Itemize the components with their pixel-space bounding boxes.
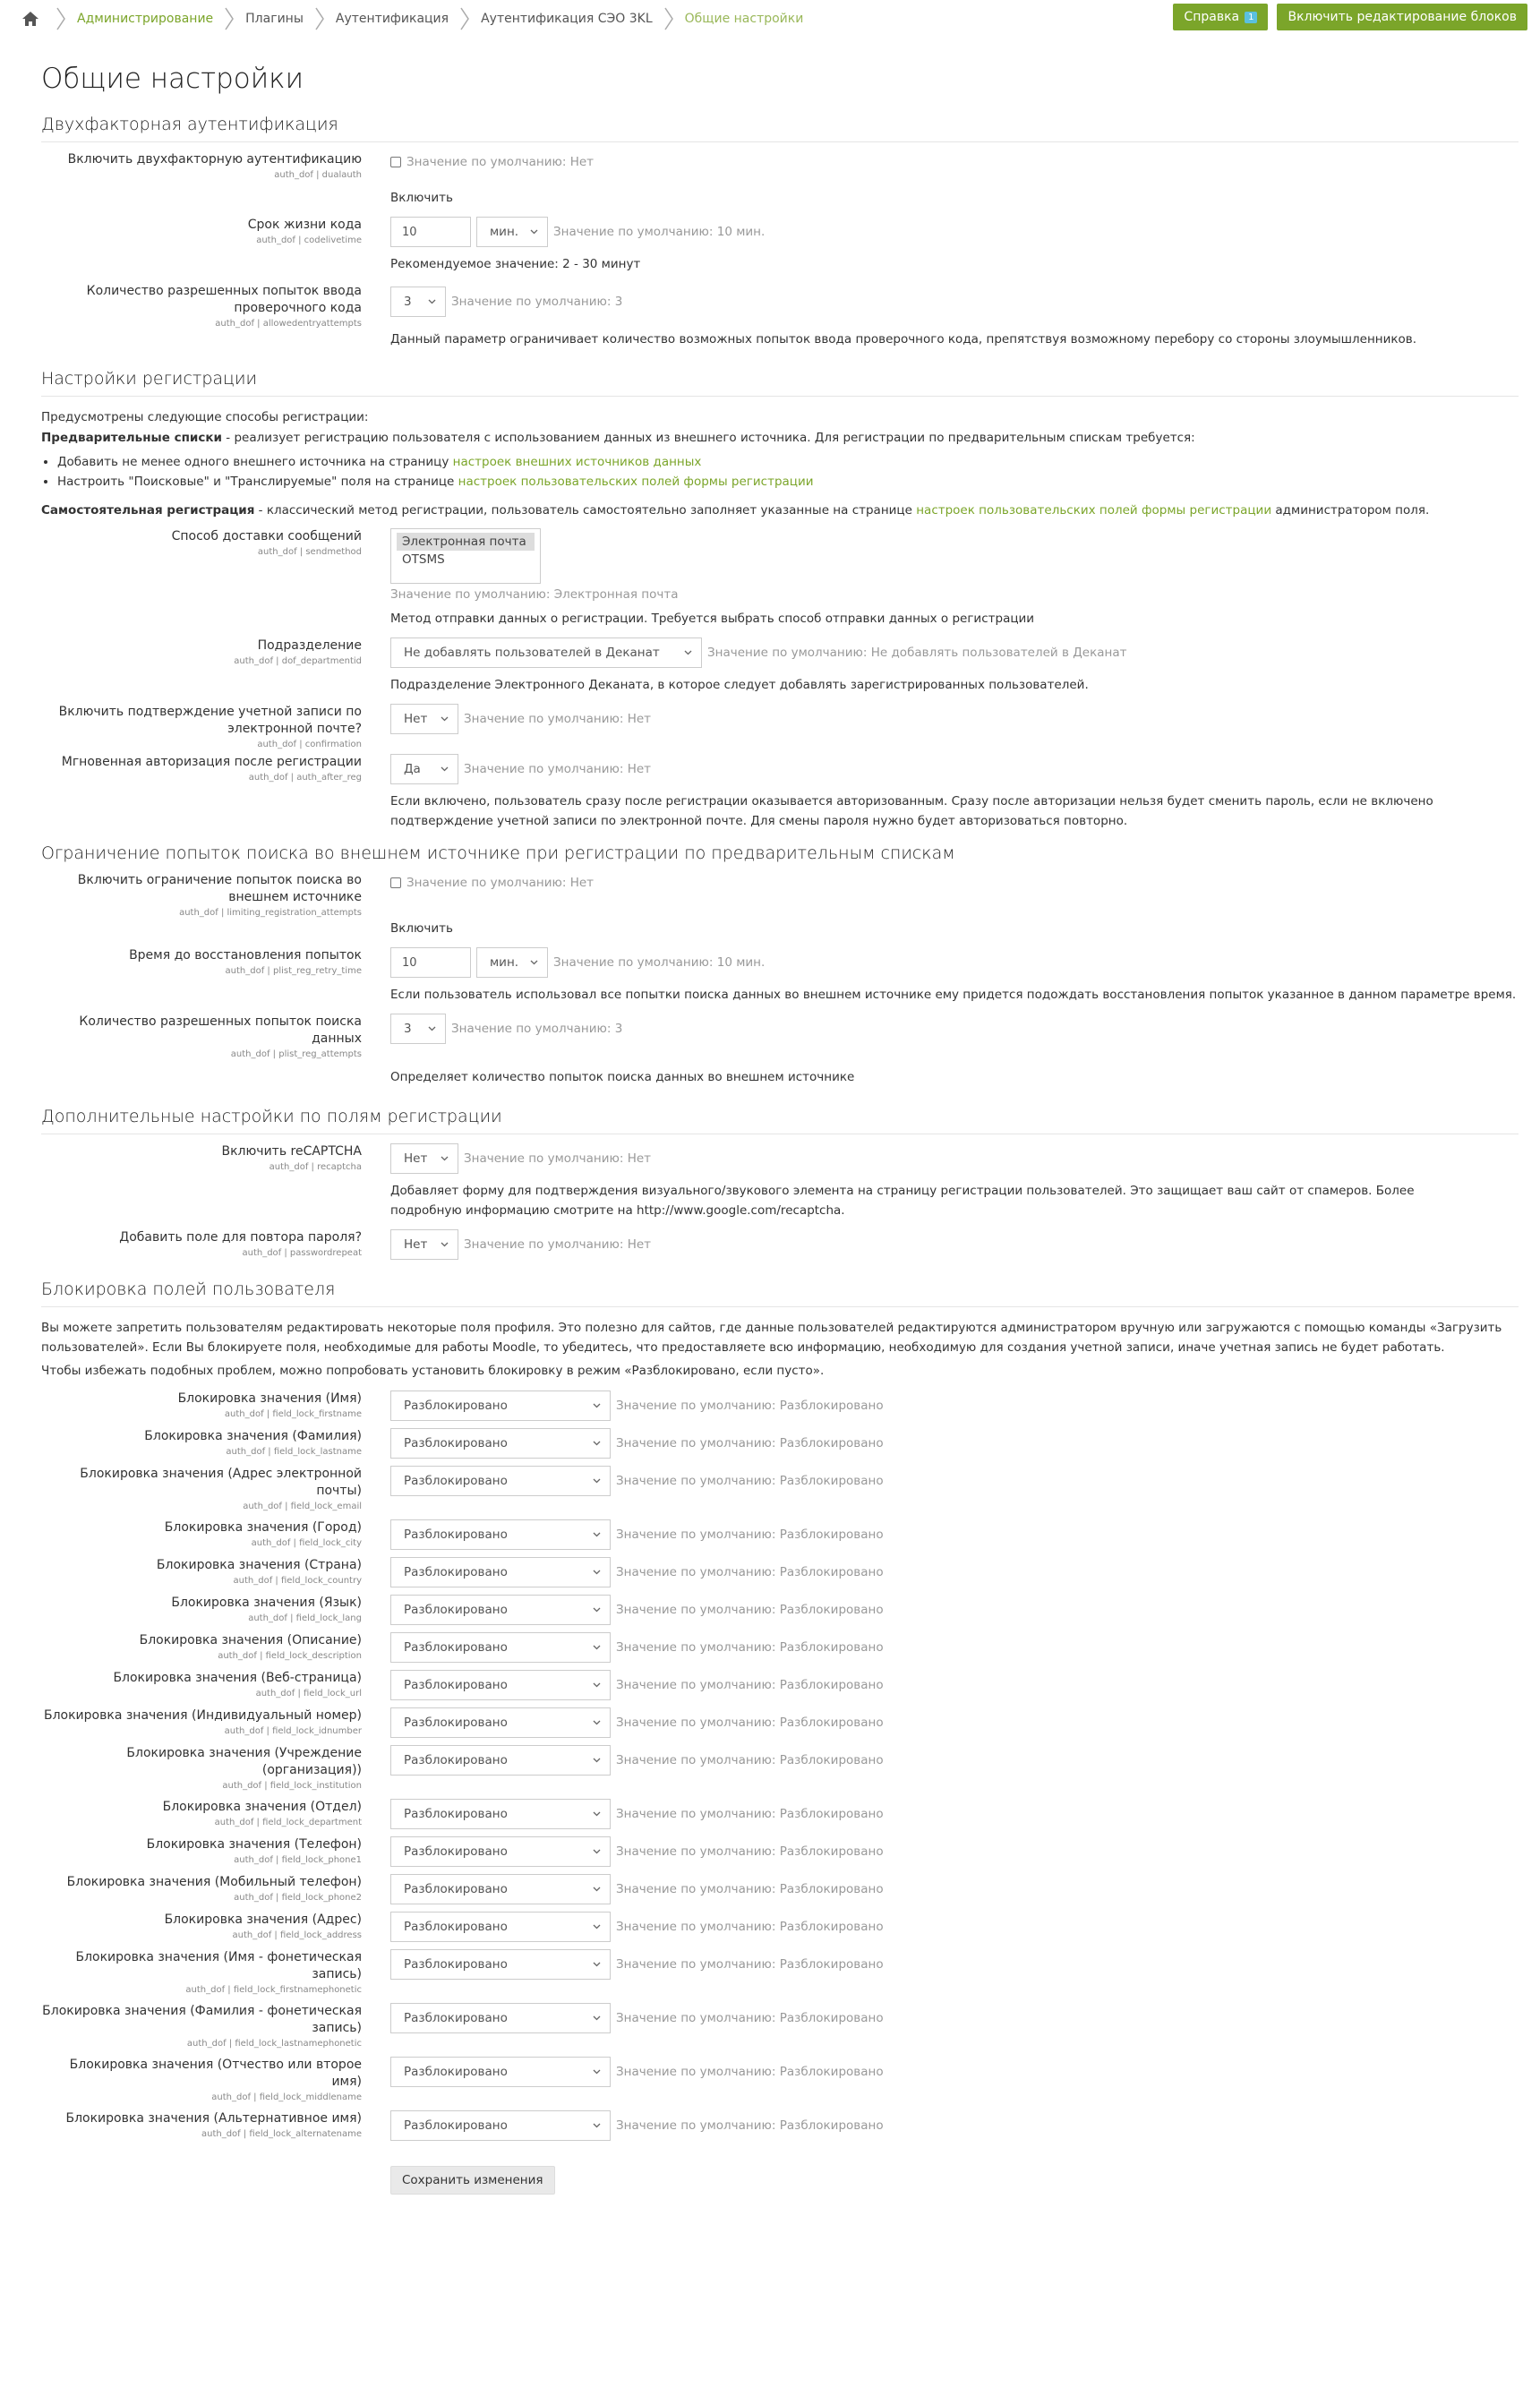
- limiting-checkbox[interactable]: [390, 877, 401, 888]
- codelivetime-input[interactable]: 10: [390, 217, 471, 247]
- default-value: Значение по умолчанию: 3: [451, 295, 623, 309]
- setting-retry-time: [41, 947, 1519, 978]
- chevron-down-icon: [593, 1568, 601, 1576]
- chevron-down-icon: [593, 1643, 601, 1651]
- setting-field-lock: [41, 1912, 1519, 1942]
- allowedentryattempts-select[interactable]: [390, 287, 446, 317]
- select-value: Нет: [404, 712, 428, 726]
- chevron-down-icon: [441, 715, 449, 723]
- main-content: [41, 63, 1519, 2195]
- self-registration-text: [41, 501, 1519, 521]
- chevron-down-icon: [593, 1960, 601, 1968]
- sendmethod-option[interactable]: OTSMS: [402, 552, 445, 567]
- custom-fields-link-2[interactable]: настроек пользовательских полей формы регистрации: [916, 503, 1272, 518]
- setting-description: Добавляет форму для подтверждения визуального/звукового элемента на страницу регистрации пользователей. Это защищает ваш сайт от спамеров. Более подробную информацию смотрите на http://www.google.com/recaptcha.: [390, 1184, 1415, 1218]
- setting-field-lock: [41, 1874, 1519, 1904]
- field-lock-select[interactable]: [390, 1745, 611, 1776]
- setting-key: auth_dof | field_lock_department: [214, 1818, 362, 1827]
- setting-reg-attempts: [41, 1014, 1519, 1060]
- setting-label: Блокировка значения (Веб-страница): [113, 1671, 362, 1685]
- setting-label: Блокировка значения (Учреждение (организация)): [126, 1746, 362, 1777]
- setting-description: Рекомендуемое значение: 2 - 30 минут: [390, 257, 641, 271]
- setting-recaptcha: [41, 1143, 1519, 1174]
- setting-key: auth_dof | field_lock_institution: [222, 1781, 362, 1791]
- field-lock-select[interactable]: [390, 1912, 611, 1942]
- chevron-down-icon: [593, 1847, 601, 1855]
- chevron-right-icon: [224, 7, 235, 30]
- section-heading: Двухфакторная аутентификация: [41, 115, 1519, 142]
- setting-field-lock: [41, 1595, 1519, 1625]
- field-lock-select[interactable]: [390, 1799, 611, 1829]
- select-value: мин.: [490, 225, 519, 239]
- default-value: Значение по умолчанию: Разблокировано: [616, 1527, 884, 1542]
- setting-key: auth_dof | allowedentryattempts: [215, 319, 362, 329]
- setting-department: [41, 638, 1519, 668]
- setting-field-lock: [41, 1557, 1519, 1587]
- setting-field-lock: [41, 1836, 1519, 1867]
- sendmethod-multiselect[interactable]: [390, 528, 541, 584]
- setting-field-lock: [41, 2057, 1519, 2103]
- setting-label: Включить двухфакторную аутентификацию: [67, 152, 362, 167]
- sendmethod-option[interactable]: Электронная почта: [397, 533, 535, 551]
- setting-label: Блокировка значения (Адрес электронной почты): [80, 1467, 362, 1498]
- setting-description: Данный параметр ограничивает количество возможных попыток ввода проверочного кода, препятствуя возможному перебору со стороны злоумышленников.: [390, 332, 1417, 347]
- field-lock-select[interactable]: [390, 1428, 611, 1459]
- select-value: Разблокировано: [404, 1844, 508, 1859]
- select-value: 3: [404, 295, 412, 309]
- select-value: Разблокировано: [404, 1436, 508, 1450]
- setting-sendmethod: [41, 528, 1519, 602]
- intro-text: Предусмотрены следующие способы регистрации:: [41, 410, 369, 424]
- setting-label: Блокировка значения (Описание): [139, 1633, 362, 1647]
- default-value: Значение по умолчанию: Разблокировано: [616, 1603, 884, 1617]
- default-value: Значение по умолчанию: Разблокировано: [616, 1753, 884, 1767]
- chevron-down-icon: [593, 1718, 601, 1726]
- setting-label: Блокировка значения (Город): [164, 1520, 362, 1535]
- setting-field-lock: [41, 1391, 1519, 1421]
- select-value: Разблокировано: [404, 2065, 508, 2079]
- setting-field-lock: [41, 1428, 1519, 1459]
- chevron-down-icon: [593, 1476, 601, 1485]
- setting-label: Включить подтверждение учетной записи по электронной почте?: [58, 705, 362, 736]
- chevron-down-icon: [593, 1401, 601, 1409]
- help-badge: 1: [1245, 12, 1257, 23]
- setting-description: Включить: [390, 921, 453, 936]
- setting-allowedentryattempts: [41, 283, 1519, 329]
- field-lock-select[interactable]: [390, 1707, 611, 1738]
- setting-field-lock: [41, 2003, 1519, 2049]
- section-heading: Блокировка полей пользователя: [41, 1279, 1519, 1307]
- setting-label: Блокировка значения (Альтернативное имя): [65, 2111, 362, 2126]
- setting-limiting-attempts: [41, 872, 1519, 919]
- setting-label: Блокировка значения (Язык): [171, 1596, 362, 1610]
- department-select[interactable]: [390, 638, 702, 668]
- setting-key: auth_dof | dualauth: [274, 170, 362, 180]
- default-value: Значение по умолчанию: Разблокировано: [616, 2118, 884, 2133]
- setting-dualauth: [41, 151, 1519, 181]
- registration-intro: [41, 407, 1519, 449]
- setting-key: auth_dof | field_lock_lastnamephonetic: [186, 2039, 362, 2049]
- setting-key: auth_dof | field_lock_address: [232, 1930, 362, 1940]
- select-value: Разблокировано: [404, 1920, 508, 1934]
- default-value: Значение по умолчанию: Разблокировано: [616, 2065, 884, 2079]
- field-lock-select[interactable]: [390, 2003, 611, 2033]
- default-value: Значение по умолчанию: Нет: [406, 876, 595, 890]
- chevron-down-icon: [593, 1922, 601, 1930]
- auth-after-reg-select[interactable]: [390, 754, 458, 784]
- section-heading: Ограничение попыток поиска во внешнем источнике при регистрации по предварительным спискам: [41, 843, 955, 863]
- chevron-down-icon: [684, 648, 692, 656]
- setting-field-lock: [41, 1949, 1519, 1996]
- passwordrepeat-select[interactable]: [390, 1229, 458, 1260]
- setting-field-lock: [41, 1799, 1519, 1829]
- dualauth-checkbox[interactable]: [390, 157, 401, 167]
- setting-key: auth_dof | limiting_registration_attempts: [179, 908, 362, 918]
- section-registration: [41, 369, 1519, 831]
- setting-label: Срок жизни кода: [247, 218, 362, 232]
- setting-description: Включить: [390, 191, 453, 205]
- select-value: Разблокировано: [404, 1807, 508, 1821]
- field-lock-select[interactable]: [390, 1949, 611, 1980]
- default-value: Значение по умолчанию: Разблокировано: [616, 1436, 884, 1450]
- setting-label: Время до восстановления попыток: [129, 948, 362, 963]
- setting-key: auth_dof | confirmation: [257, 740, 362, 749]
- default-value: Значение по умолчанию: 10 мин.: [553, 955, 766, 970]
- select-value: Разблокировано: [404, 1640, 508, 1655]
- field-lock-select[interactable]: [390, 1670, 611, 1700]
- retry-time-input[interactable]: 10: [390, 947, 471, 978]
- save-changes-button[interactable]: Сохранить изменения: [390, 2166, 555, 2195]
- setting-label: Блокировка значения (Имя - фонетическая запись): [75, 1950, 362, 1981]
- default-value: Значение по умолчанию: Разблокировано: [616, 1640, 884, 1655]
- setting-label: Блокировка значения (Страна): [156, 1558, 362, 1572]
- setting-passwordrepeat: [41, 1229, 1519, 1260]
- setting-label: Добавить поле для повтора пароля?: [119, 1230, 362, 1245]
- chevron-right-icon: [56, 7, 66, 30]
- chevron-right-icon: [314, 7, 325, 30]
- locking-intro: Вы можете запретить пользователям редактировать некоторые поля профиля. Это полезно для сайтов, где данные пользователей редактируются администратором вручную или загружаются с помощью команды «Загрузить пользователей». Если Вы блокируете поля, необходимые для работы Moodle, то убедитесь, что предоставляете всю информацию, необходимую для создания учетной записи, иначе учетная запись не будет работать.: [41, 1321, 1502, 1355]
- setting-label: Включить ограничение попыток поиска во внешнем источнике: [77, 873, 362, 904]
- edit-blocks-button[interactable]: Включить редактирование блоков: [1277, 4, 1527, 30]
- select-value: Разблокировано: [404, 1678, 508, 1692]
- chevron-down-icon: [593, 1605, 601, 1613]
- chevron-down-icon: [593, 1885, 601, 1893]
- select-value: Разблокировано: [404, 1716, 508, 1730]
- default-value: Значение по умолчанию: Разблокировано: [616, 1399, 884, 1413]
- chevron-down-icon: [441, 1154, 449, 1162]
- select-value: Разблокировано: [404, 1753, 508, 1767]
- default-value: Значение по умолчанию: Разблокировано: [616, 1882, 884, 1896]
- setting-key: auth_dof | auth_after_reg: [248, 773, 362, 783]
- codelivetime-unit-select[interactable]: [476, 217, 548, 247]
- setting-key: auth_dof | passwordrepeat: [242, 1248, 362, 1258]
- chevron-down-icon: [428, 297, 436, 305]
- select-value: Разблокировано: [404, 2011, 508, 2025]
- setting-key: auth_dof | field_lock_lastname: [226, 1447, 362, 1457]
- field-lock-select[interactable]: [390, 1632, 611, 1663]
- setting-description: Подразделение Электронного Деканата, в которое следует добавлять зарегистрированных пользователей.: [390, 678, 1089, 692]
- breadcrumb-item-current: Общие настройки: [684, 12, 804, 26]
- help-label: Справка: [1184, 10, 1240, 24]
- home-icon[interactable]: [21, 11, 39, 27]
- chevron-down-icon: [441, 1240, 449, 1248]
- select-value: Разблокировано: [404, 1957, 508, 1972]
- prelist-title: Предварительные списки: [41, 431, 223, 445]
- chevron-right-icon: [663, 7, 674, 30]
- lock-fields-list: [41, 1391, 1519, 2141]
- help-button[interactable]: [1173, 4, 1268, 30]
- setting-description: Метод отправки данных о регистрации. Требуется выбрать способ отправки данных о регистрации: [390, 612, 1035, 626]
- chevron-down-icon: [593, 2067, 601, 2075]
- section-twofactor: [41, 115, 1519, 349]
- field-lock-select[interactable]: [390, 2057, 611, 2087]
- setting-key: auth_dof | field_lock_phone1: [234, 1855, 362, 1865]
- setting-label: Блокировка значения (Имя): [177, 1391, 362, 1406]
- default-value: Значение по умолчанию: Разблокировано: [616, 1957, 884, 1972]
- select-value: Нет: [404, 1237, 428, 1252]
- setting-key: auth_dof | codelivetime: [256, 235, 362, 245]
- default-value: Значение по умолчанию: Нет: [406, 155, 595, 169]
- field-lock-select[interactable]: [390, 1519, 611, 1550]
- select-value: Нет: [404, 1151, 428, 1166]
- setting-auth-after-reg: [41, 754, 1519, 784]
- default-value: Значение по умолчанию: Разблокировано: [616, 1565, 884, 1579]
- recaptcha-select[interactable]: [390, 1143, 458, 1174]
- setting-key: auth_dof | field_lock_description: [218, 1651, 362, 1661]
- setting-key: auth_dof | field_lock_firstnamephonetic: [185, 1985, 362, 1995]
- chevron-down-icon: [593, 1681, 601, 1689]
- setting-label: Блокировка значения (Отчество или второе имя): [69, 2058, 362, 2089]
- self-tail: администратором поля.: [1271, 503, 1430, 518]
- default-value: Значение по умолчанию: 10 мин.: [553, 225, 766, 239]
- default-value: Значение по умолчанию: Разблокировано: [616, 1474, 884, 1488]
- default-value: Значение по умолчанию: Разблокировано: [616, 1807, 884, 1821]
- default-value: Значение по умолчанию: Разблокировано: [616, 1844, 884, 1859]
- setting-key: auth_dof | field_lock_alternatename: [201, 2129, 362, 2139]
- chevron-down-icon: [593, 2121, 601, 2129]
- breadcrumb-item-admin[interactable]: Администрирование: [77, 12, 214, 26]
- list-item: [57, 452, 1519, 472]
- prelist-text: - реализует регистрацию пользователя с использованием данных из внешнего источника. Для регистрации по предварительным спискам требуется:: [222, 431, 1195, 445]
- section-limiting: [41, 843, 1519, 1087]
- setting-label: Мгновенная авторизация после регистрации: [61, 755, 362, 769]
- chevron-down-icon: [593, 2014, 601, 2022]
- default-value: Значение по умолчанию: Нет: [464, 1151, 652, 1166]
- field-lock-select[interactable]: [390, 1557, 611, 1587]
- setting-label: Блокировка значения (Отдел): [162, 1800, 362, 1814]
- setting-label: Блокировка значения (Фамилия - фонетическая запись): [42, 2004, 362, 2035]
- select-value: Разблокировано: [404, 1882, 508, 1896]
- setting-description: Если пользователь использовал все попытки поиска данных во внешнем источнике ему придется подождать восстановления попыток указанное в данном параметре время.: [390, 988, 1517, 1002]
- chevron-down-icon: [441, 765, 449, 773]
- field-lock-select[interactable]: [390, 1466, 611, 1496]
- setting-key: auth_dof | field_lock_country: [233, 1576, 362, 1586]
- section-heading: Настройки регистрации: [41, 369, 1519, 397]
- setting-label: Способ доставки сообщений: [171, 529, 362, 543]
- setting-field-lock: [41, 1632, 1519, 1663]
- field-lock-select[interactable]: [390, 1874, 611, 1904]
- field-lock-select[interactable]: [390, 1836, 611, 1867]
- select-value: Разблокировано: [404, 2118, 508, 2133]
- top-actions: [1173, 4, 1527, 30]
- setting-key: auth_dof | field_lock_idnumber: [224, 1726, 362, 1736]
- default-value: Значение по умолчанию: Разблокировано: [616, 1678, 884, 1692]
- section-locking: [41, 1279, 1519, 2141]
- setting-confirmation: [41, 704, 1519, 750]
- setting-label: Блокировка значения (Мобильный телефон): [66, 1875, 362, 1889]
- locking-intro-2: Чтобы избежать подобных проблем, можно попробовать установить блокировку в режим «Разблокировано, если пусто».: [41, 1364, 825, 1378]
- setting-label: Блокировка значения (Фамилия): [144, 1429, 362, 1443]
- setting-key: auth_dof | dof_departmentid: [234, 656, 362, 666]
- select-value: Разблокировано: [404, 1603, 508, 1617]
- setting-description: Определяет количество попыток поиска данных во внешнем источнике: [390, 1070, 855, 1084]
- select-value: Не добавлять пользователей в Деканат: [404, 646, 660, 660]
- external-sources-link[interactable]: настроек внешних источников данных: [452, 455, 702, 469]
- default-value: Значение по умолчанию: Нет: [464, 712, 652, 726]
- chevron-down-icon: [593, 1810, 601, 1818]
- self-title: Самостоятельная регистрация: [41, 503, 255, 518]
- setting-codelivetime: [41, 217, 1519, 247]
- default-value: Значение по умолчанию: 3: [451, 1022, 623, 1036]
- select-value: Разблокировано: [404, 1399, 508, 1413]
- setting-label: Блокировка значения (Индивидуальный номер): [43, 1708, 362, 1723]
- setting-description: Если включено, пользователь сразу после регистрации оказывается авторизованным. Сразу после авторизации нельзя будет сменить пароль, если не включено подтверждение учетной записи по электронной почте. Для смены пароля нужно будет авторизоваться повторно.: [390, 794, 1433, 828]
- select-value: Да: [404, 762, 421, 776]
- setting-key: auth_dof | field_lock_middlename: [211, 2092, 362, 2102]
- setting-label: Блокировка значения (Адрес): [164, 1913, 362, 1927]
- select-value: Разблокировано: [404, 1565, 508, 1579]
- registration-requirements-list: [41, 452, 1519, 492]
- setting-key: auth_dof | plist_reg_attempts: [230, 1049, 362, 1059]
- setting-field-lock: [41, 1466, 1519, 1512]
- confirmation-select[interactable]: [390, 704, 458, 734]
- custom-fields-link[interactable]: настроек пользовательских полей формы регистрации: [458, 475, 814, 489]
- chevron-right-icon: [459, 7, 470, 30]
- setting-key: auth_dof | field_lock_firstname: [224, 1409, 362, 1419]
- select-value: 3: [404, 1022, 412, 1036]
- list-item-text: Настроить "Поисковые" и "Транслируемые" поля на странице: [57, 475, 458, 489]
- default-value: Значение по умолчанию: Электронная почта: [390, 587, 679, 602]
- setting-label: Блокировка значения (Телефон): [146, 1837, 362, 1852]
- breadcrumb: [21, 7, 803, 30]
- default-value: Значение по умолчанию: Разблокировано: [616, 2011, 884, 2025]
- breadcrumb-item-auth[interactable]: Аутентификация: [335, 12, 449, 26]
- setting-key: auth_dof | field_lock_email: [243, 1502, 362, 1511]
- chevron-down-icon: [530, 227, 538, 235]
- setting-key: auth_dof | field_lock_lang: [248, 1613, 362, 1623]
- list-item-text: Добавить не менее одного внешнего источника на страницу: [57, 455, 453, 469]
- self-text: - классический метод регистрации, пользователь самостоятельно заполняет указанные на странице: [254, 503, 917, 518]
- field-lock-select[interactable]: [390, 1595, 611, 1625]
- select-value: Разблокировано: [404, 1527, 508, 1542]
- setting-field-lock: [41, 1745, 1519, 1792]
- default-value: Значение по умолчанию: Разблокировано: [616, 1920, 884, 1934]
- setting-key: auth_dof | plist_reg_retry_time: [225, 966, 362, 976]
- setting-key: auth_dof | recaptcha: [269, 1162, 362, 1172]
- setting-key: auth_dof | field_lock_url: [255, 1689, 362, 1699]
- select-value: мин.: [490, 955, 519, 970]
- setting-label: Количество разрешенных попыток поиска данных: [79, 1014, 362, 1046]
- setting-label: Включить reCAPTCHA: [221, 1144, 362, 1159]
- list-item: [57, 472, 1519, 492]
- default-value: Значение по умолчанию: Не добавлять пользователей в Деканат: [707, 646, 1127, 660]
- setting-field-lock: [41, 1670, 1519, 1700]
- chevron-down-icon: [530, 958, 538, 966]
- setting-key: auth_dof | field_lock_city: [251, 1538, 362, 1548]
- chevron-down-icon: [593, 1530, 601, 1538]
- setting-key: auth_dof | field_lock_phone2: [234, 1893, 362, 1903]
- setting-field-lock: [41, 1707, 1519, 1738]
- breadcrumb-item-auth-3kl[interactable]: Аутентификация СЭО 3KL: [481, 12, 653, 26]
- section-additional: [41, 1107, 1519, 1260]
- chevron-down-icon: [428, 1024, 436, 1032]
- setting-label: Подразделение: [257, 638, 362, 653]
- section-heading: Дополнительные настройки по полям регистрации: [41, 1107, 1519, 1134]
- field-lock-select[interactable]: [390, 1391, 611, 1421]
- setting-field-lock: [41, 1519, 1519, 1550]
- setting-field-lock: [41, 2110, 1519, 2141]
- field-lock-select[interactable]: [390, 2110, 611, 2141]
- default-value: Значение по умолчанию: Нет: [464, 762, 652, 776]
- reg-attempts-select[interactable]: [390, 1014, 446, 1044]
- page-title: Общие настройки: [41, 63, 304, 95]
- chevron-down-icon: [593, 1439, 601, 1447]
- default-value: Значение по умолчанию: Разблокировано: [616, 1716, 884, 1730]
- retry-time-unit-select[interactable]: [476, 947, 548, 978]
- breadcrumb-item-plugins[interactable]: Плагины: [245, 12, 304, 26]
- top-bar: [0, 0, 1540, 34]
- default-value: Значение по умолчанию: Нет: [464, 1237, 652, 1252]
- chevron-down-icon: [593, 1756, 601, 1764]
- setting-label: Количество разрешенных попыток ввода проверочного кода: [86, 284, 362, 315]
- setting-key: auth_dof | sendmethod: [257, 547, 362, 557]
- select-value: Разблокировано: [404, 1474, 508, 1488]
